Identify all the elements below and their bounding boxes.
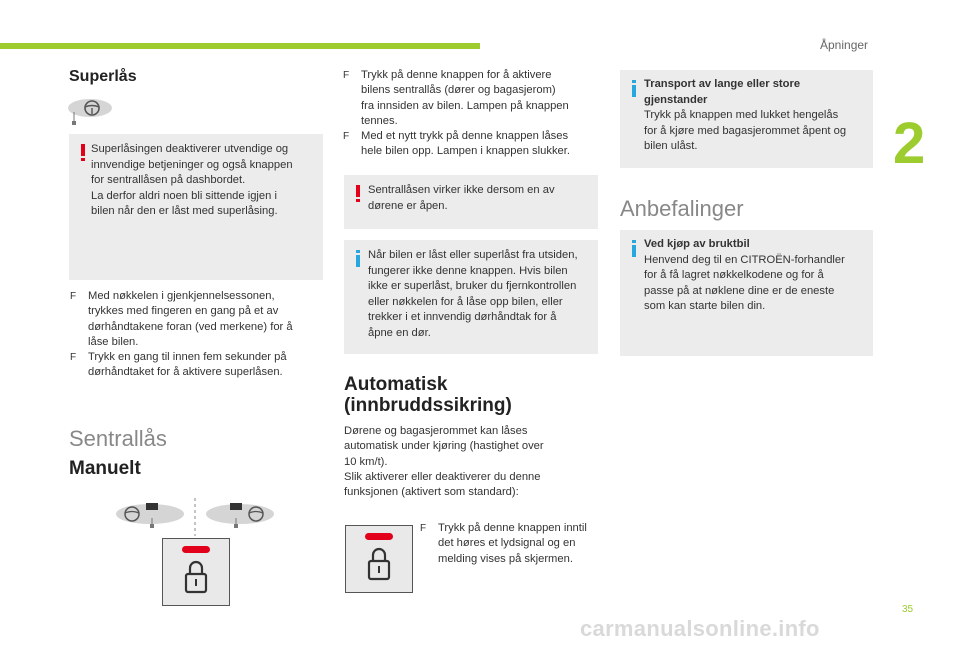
list-text: bilens sentrallås (dører og bagasjerom) bbox=[361, 84, 556, 97]
bullet-marker: F bbox=[70, 352, 77, 364]
warning-line: dørene er åpen. bbox=[368, 199, 448, 212]
list-text: fra innsiden av bilen. Lampen på knappen bbox=[361, 99, 569, 112]
para-line: automatisk under kjøring (hastighet over bbox=[344, 440, 544, 453]
warning-icon bbox=[81, 144, 85, 161]
info-line: bilen ulåst. bbox=[644, 140, 698, 152]
info-line: for å få lagret nøkkelkodene og for å bbox=[644, 269, 824, 281]
header-accent-bar bbox=[0, 43, 480, 49]
central-lock-warning-box bbox=[344, 175, 598, 229]
door-handles-icon bbox=[114, 496, 274, 536]
anbefalinger-heading: Anbefalinger bbox=[620, 196, 744, 221]
auto-lock-button-illustration bbox=[345, 525, 413, 593]
info-line: Henvend deg til en CITROËN-forhandler bbox=[644, 253, 845, 266]
list-item bbox=[343, 129, 603, 160]
list-text: Med et nytt trykk på denne knappen låses bbox=[361, 130, 569, 143]
superlock-illustration bbox=[68, 94, 116, 130]
list-item bbox=[420, 521, 605, 567]
list-text: Trykk på denne knappen for å aktivere bbox=[361, 69, 552, 81]
info-title: gjenstander bbox=[644, 93, 708, 106]
transport-info-box bbox=[620, 70, 873, 168]
auto-lock-instruction bbox=[420, 521, 605, 567]
list-text: Trykk en gang til innen fem sekunder på bbox=[88, 351, 287, 364]
info-line: trekker i et innvendig dørhåndtak for å bbox=[368, 311, 557, 323]
info-icon bbox=[632, 80, 636, 97]
central-lock-instructions bbox=[343, 68, 603, 160]
automatisk-heading bbox=[344, 374, 512, 416]
list-text: Med nøkkelen i gjenkjennelsessonen, bbox=[88, 290, 275, 302]
warning-line: La derfor aldri noen bli sittende igjen i bbox=[91, 189, 277, 202]
info-line: Trykk på knappen med lukket hengelås bbox=[644, 109, 839, 121]
manuelt-heading: Manuelt bbox=[69, 458, 141, 479]
info-line: for å kjøre med bagasjerommet åpent og bbox=[644, 124, 847, 137]
para-line: Dørene og bagasjerommet kan låses bbox=[344, 425, 528, 437]
bullet-marker: F bbox=[343, 131, 350, 143]
chapter-number: 2 bbox=[893, 111, 926, 176]
central-lock-button-illustration bbox=[162, 538, 230, 606]
list-text: melding vises på skjermen. bbox=[438, 552, 573, 565]
info-title: Ved kjøp av bruktbil bbox=[644, 238, 750, 250]
info-icon bbox=[356, 250, 360, 267]
list-item bbox=[70, 350, 330, 381]
list-text: dørhåndtaket for å aktivere superlåsen. bbox=[88, 366, 283, 379]
warning-icon bbox=[356, 185, 360, 202]
para-line: funksjonen (aktivert som standard): bbox=[344, 486, 519, 499]
chapter-title: Åpninger bbox=[820, 38, 869, 52]
warning-line: Sentrallåsen virker ikke dersom en av bbox=[368, 184, 555, 196]
heading-line: (innbruddssikring) bbox=[344, 395, 512, 416]
info-title: Transport av lange eller store bbox=[644, 78, 801, 90]
watermark-text: carmanualsonline.info bbox=[580, 616, 820, 641]
list-text: hele bilen opp. Lampen i knappen slukker. bbox=[361, 145, 570, 158]
info-line: passe på at nøklene dine er de eneste bbox=[644, 284, 835, 297]
bullet-marker: F bbox=[70, 291, 77, 302]
list-text: det høres et lydsignal og en bbox=[438, 537, 576, 550]
heading-line: Automatisk bbox=[344, 374, 448, 395]
warning-line: innvendige betjeninger og også knappen bbox=[91, 158, 293, 171]
lock-button-icon bbox=[162, 538, 230, 606]
list-text: dørhåndtakene foran (ved merkene) for å bbox=[88, 320, 293, 333]
superlock-instructions bbox=[70, 289, 330, 381]
page-number: 35 bbox=[902, 604, 914, 615]
superlas-heading: Superlås bbox=[69, 68, 137, 85]
info-line: ikke er superlåst, bruker du fjernkontrollen bbox=[368, 280, 577, 292]
sentrallas-heading: Sentrallås bbox=[69, 426, 167, 451]
bullet-marker: F bbox=[343, 70, 350, 81]
list-text: Trykk på denne knappen inntil bbox=[438, 522, 587, 534]
warning-line: Superlåsingen deaktiverer utvendige og bbox=[91, 143, 289, 155]
info-line: fungerer ikke denne knappen. Hvis bilen bbox=[368, 264, 568, 277]
used-car-info-box bbox=[620, 230, 873, 356]
info-line: eller nøkkelen for å låse opp bilen, eller bbox=[368, 295, 563, 308]
para-line: Slik aktiverer eller deaktiverer du denne bbox=[344, 470, 541, 483]
central-lock-info-box bbox=[344, 240, 598, 354]
list-text: låse bilen. bbox=[88, 335, 139, 348]
lock-button-icon bbox=[345, 525, 413, 593]
automatisk-paragraph bbox=[344, 424, 594, 500]
list-text: tennes. bbox=[361, 114, 398, 127]
warning-line: for sentrallåsen på dashbordet. bbox=[91, 174, 246, 186]
door-handles-illustration bbox=[114, 496, 274, 536]
list-text: trykkes med fingeren en gang på et av bbox=[88, 305, 279, 318]
door-handle-icon bbox=[68, 94, 116, 130]
superlock-warning-box bbox=[69, 134, 323, 280]
info-icon bbox=[632, 240, 636, 257]
info-line: som kan starte bilen din. bbox=[644, 300, 766, 312]
list-item bbox=[70, 289, 330, 350]
info-line: åpne en dør. bbox=[368, 326, 431, 339]
info-line: Når bilen er låst eller superlåst fra utsiden, bbox=[368, 249, 578, 261]
bullet-marker: F bbox=[420, 523, 427, 534]
para-line: 10 km/t). bbox=[344, 455, 388, 468]
list-item bbox=[343, 68, 603, 129]
warning-line: bilen når den er låst med superlåsing. bbox=[91, 205, 278, 217]
